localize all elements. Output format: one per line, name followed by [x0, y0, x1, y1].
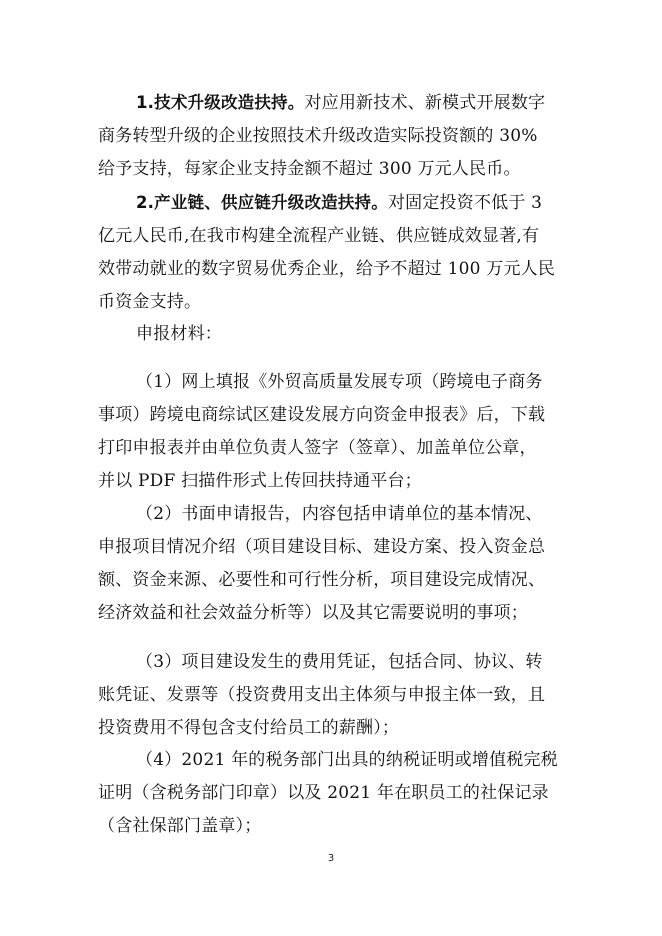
paragraph-line: 经济效益和社会效益分析等）以及其它需要说明的事项； — [98, 603, 528, 623]
paragraph-line — [98, 186, 578, 220]
page-number: 3 — [327, 853, 335, 864]
paragraph-line: 打印申报表并由单位负责人签字（签章）、加盖单位公章， — [98, 438, 537, 458]
paragraph-chain-upgrade-support — [98, 186, 578, 319]
paragraph-line: （4）2021 年的税务部门出具的纳税证明或增值税完税 — [136, 750, 558, 770]
paragraph-tech-upgrade-support — [98, 86, 578, 186]
paragraph-line: 申报项目情况介绍（项目建设目标、建设方案、投入资金总 — [98, 537, 546, 557]
paragraph-line — [98, 86, 578, 120]
material-item-1 — [98, 366, 578, 498]
paragraph-line: 给予支持，每家企业支持金额不超过 300 万元人民币。 — [98, 159, 521, 179]
paragraph-line: 商务转型升级的企业按照技术升级改造实际投资额的 30% — [98, 126, 538, 146]
paragraph-line: 币资金支持。 — [98, 292, 202, 312]
paragraph-line: 账凭证、发票等（投资费用支出主体须与申报主体一致，且 — [98, 685, 546, 705]
paragraph-line: （含社保部门盖章）； — [98, 816, 262, 836]
paragraph-line: 效带动就业的数字贸易优秀企业，给予不超过 100 万元人民 — [98, 259, 556, 279]
paragraph-line: （2）书面申请报告，内容包括申请单位的基本情况、 — [136, 504, 543, 524]
paragraph-line: 投资费用不得包含支付给员工的薪酬）； — [98, 718, 400, 738]
paragraph-text: 对应用新技术、新模式开展数字 — [304, 93, 546, 113]
paragraph-line: （1）网上填报《外贸高质量发展专项（跨境电子商务 — [136, 372, 543, 392]
paragraph-line: 并以 PDF 扫描件形式上传回扶持通平台； — [98, 471, 422, 491]
paragraph-heading: 2.产业链、供应链升级改造扶持。 — [136, 193, 388, 212]
materials-heading — [98, 318, 578, 351]
paragraph-line: 事项）跨境电商综试区建设发展方向资金申报表》后，下载 — [98, 405, 546, 425]
paragraph-heading: 1.技术升级改造扶持。 — [136, 93, 305, 112]
material-item-2 — [98, 498, 578, 630]
paragraph-line: 亿元人民币,在我市构建全流程产业链、供应链成效显著,有 — [98, 226, 540, 246]
paragraph-line: 额、资金来源、必要性和可行性分析，项目建设完成情况、 — [98, 570, 546, 590]
paragraph-text: 对固定投资不低于 3 — [387, 193, 543, 213]
paragraph-line: 证明（含税务部门印章）以及 2021 年在职员工的社保记录 — [98, 783, 549, 803]
material-item-4 — [98, 744, 578, 843]
section-heading: 申报材料： — [136, 324, 222, 344]
material-item-3 — [98, 646, 578, 745]
paragraph-line: （3）项目建设发生的费用凭证，包括合同、协议、转 — [136, 652, 543, 672]
